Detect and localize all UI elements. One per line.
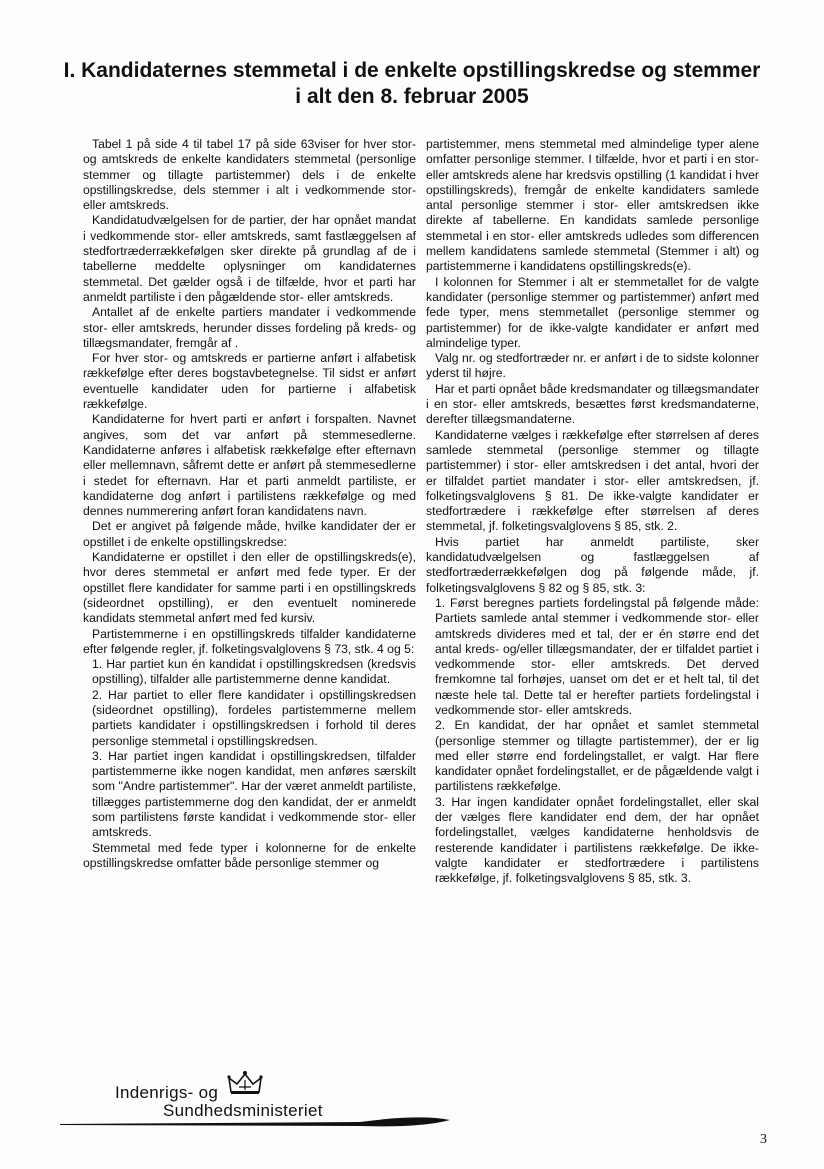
paragraph: Kandidaterne vælges i rækkefølge efter størrelsen af deres samlede stemmetal (personlige stemmer og tillagte partistemmer) i stor- eller amtskredsen i det antal, hvori der er tilfaldet partiet mandater i stor- eller amtskredsen, jf. folketingsvalglovens § 81. De ikke-valgte kandidater er stedfortrædere i rækkefølge efter størrelsen af deres stemmetal, jf. folketingsvalglovens § 85, stk. 2.	[426, 427, 759, 534]
right-column	[426, 137, 759, 887]
paragraph: Kandidaterne for hvert parti er anført i forspalten. Navnet angives, som det var anført på stemmesedlerne. Kandidaterne anføres i alfabetisk rækkefølge efter efternavn eller mellemnavn, såfremt dette er anført på stemmesedlerne i stedet for efternavn. Har et parti anmeldt partiliste, er kandidaterne dog anført i partilistens rækkefølge og med dennes nummerering anført foran kandidatens navn.	[83, 412, 416, 519]
page-number: 3	[760, 1132, 767, 1147]
ministry-name-line1: Indenrigs- og	[115, 1083, 219, 1102]
left-column	[83, 137, 416, 871]
paragraph: Partistemmerne i en opstillingskreds tilfalder kandidaterne efter følgende regler, jf. folketingsvalglovens § 73, stk. 4 og 5:	[83, 626, 416, 656]
list-item: 3. Har ingen kandidater opnået fordelingstallet, eller skal der vælges flere kandidater end dem, der har opnået fordelingstallet, vælges kandidaterne henholdsvis de resterende kandidater i partilistens rækkefølge. De ikke-valgte kandidater er stedfortrædere i partilistens rækkefølge, jf. folketingsvalglovens § 85, stk. 3.	[435, 794, 759, 886]
paragraph: Hvis partiet har anmeldt partiliste, sker kandidatudvælgelsen og fastlæggelsen af stedfortræderrækkefølgen dog på følgende måde, jf. folketingsvalglovens § 82 og § 85, stk. 3:	[426, 534, 759, 595]
paragraph: Valg nr. og stedfortræder nr. er anført i de to sidste kolonner yderst til højre.	[426, 351, 759, 381]
paragraph: Tabel 1 på side 4 til tabel 17 på side 63viser for hver stor- og amtskreds de enkelte kandidaters stemmetal (personlige stemmer og tillagte partistemmer) dels i de enkelte opstillingskredse, dels stemmer i alt i vedkommende stor- eller amtskreds.	[83, 137, 416, 213]
page-title: I. Kandidaternes stemmetal i de enkelte opstillingskredse og stemmer i alt den 8. februar 2005	[63, 59, 761, 108]
paragraph: Kandidatudvælgelsen for de partier, der har opnået mandat i vedkommende stor- eller amtskreds, samt fastlæggelsen af stedfortræderrækkefølgen sker direkte på grundlag af de i tabellerne meddelte oplysninger om kandidaternes stemmetal. Det gælder også i de tilfælde, hvor et parti har anmeldt partiliste i den pågældende stor- eller amtskreds.	[83, 213, 416, 304]
list-item: 2. Har partiet to eller flere kandidater i opstillingskredsen (sideordnet opstilling), fordeles partistemmerne mellem partiets kandidater i opstillingskredsen i forhold til deres personlige stemmetal i opstillingskredsen.	[92, 687, 416, 748]
paragraph: Har et parti opnået både kredsmandater og tillægsmandater i en stor- eller amtskreds, besættes først kredsmandaterne, derefter tillægsmandaterne.	[426, 381, 759, 427]
paragraph: Kandidaterne er opstillet i den eller de opstillingskreds(e), hvor deres stemmetal er anført med fede typer. Er der opstillet flere kandidater for samme parti i en opstillingskreds (sideordnet opstilling), er den eventuelt nominerede kandidats stemmetal anført med fed kursiv.	[83, 550, 416, 626]
swoosh-graphic	[60, 1112, 460, 1132]
paragraph: I kolonnen for Stemmer i alt er stemmetallet for de valgte kandidater (personlige stemmer og partistemmer) anført med fede typer, mens stemmetallet (personlige stemmer og partistemmer) for de ikke-valgte kandidater er anført med almindelige typer.	[426, 274, 759, 350]
list-item: 1. Først beregnes partiets fordelingstal på følgende måde: Partiets samlede antal stemmer i vedkommende stor- eller amtskreds divideres med et tal, der er én større end det antal kreds- og/eller tillægsmandater, der er tilfaldet partiet i vedkommende stor- eller amtskreds. Det derved fremkomne tal forhøjes, uanset om det er et helt tal, til det næste hele tal. Dette tal er herefter partiets fordelingstal i vedkommende stor- eller amtskreds.	[435, 595, 759, 717]
paragraph: Antallet af de enkelte partiers mandater i vedkommende stor- eller amtskreds, herunder disses fordeling på kreds- og tillægsmandater, fremgår af .	[83, 305, 416, 350]
list-item: 1. Har partiet kun én kandidat i opstillingskredsen (kredsvis opstilling), tilfalder alle partistemmerne denne kandidat.	[92, 657, 416, 687]
paragraph: Det er angivet på følgende måde, hvilke kandidater der er opstillet i de enkelte opstillingskredse:	[83, 519, 416, 549]
list-item: 3. Har partiet ingen kandidat i opstillingskredsen, tilfalder partistemmerne ikke nogen kandidat, men anføres særskilt som "Andre partistemmer". Har der været anmeldt partiliste, tillægges partistemmerne dog den kandidat, der er anmeldt som partilistens første kandidat i vedkommende stor- eller amtskreds.	[92, 748, 416, 840]
crown-icon	[225, 1070, 265, 1096]
paragraph: For hver stor- og amtskreds er partierne anført i alfabetisk rækkefølge efter deres bogstavbetegnelse. Til sidst er anført eventuelle kandidater uden for partierne i alfabetisk rækkefølge.	[83, 351, 416, 412]
list-item: 2. En kandidat, der har opnået et samlet stemmetal (personlige stemmer og tillagte partistemmer), der er lig med eller større end fordelingstallet, er valgt. Har flere kandidater opnået fordelingstallet, er de pågældende valgt i partilistens rækkefølge.	[435, 718, 759, 794]
paragraph: Stemmetal med fede typer i kolonnerne for de enkelte opstillingskredse omfatter både personlige stemmer og	[83, 840, 416, 870]
ministry-name-line2: Sundhedsministeriet	[163, 1101, 323, 1120]
paragraph: partistemmer, mens stemmetal med almindelige typer alene omfatter personlige stemmer. I tilfælde, hvor et parti i en stor- eller amtskreds alene har kredsvis opstilling (1 kandidat i hver opstillingskreds), fremgår de enkelte kandidaters samlede antal personlige stemmer i stor- eller amtskredsen ikke direkte af tabellerne. En kandidats samlede personlige stemmetal i en stor- eller amtskreds udledes som differencen mellem kandidatens samlede stemmetal (Stemmer i alt) og partistemmerne i kandidatens opstillingskreds(e).	[426, 137, 759, 274]
